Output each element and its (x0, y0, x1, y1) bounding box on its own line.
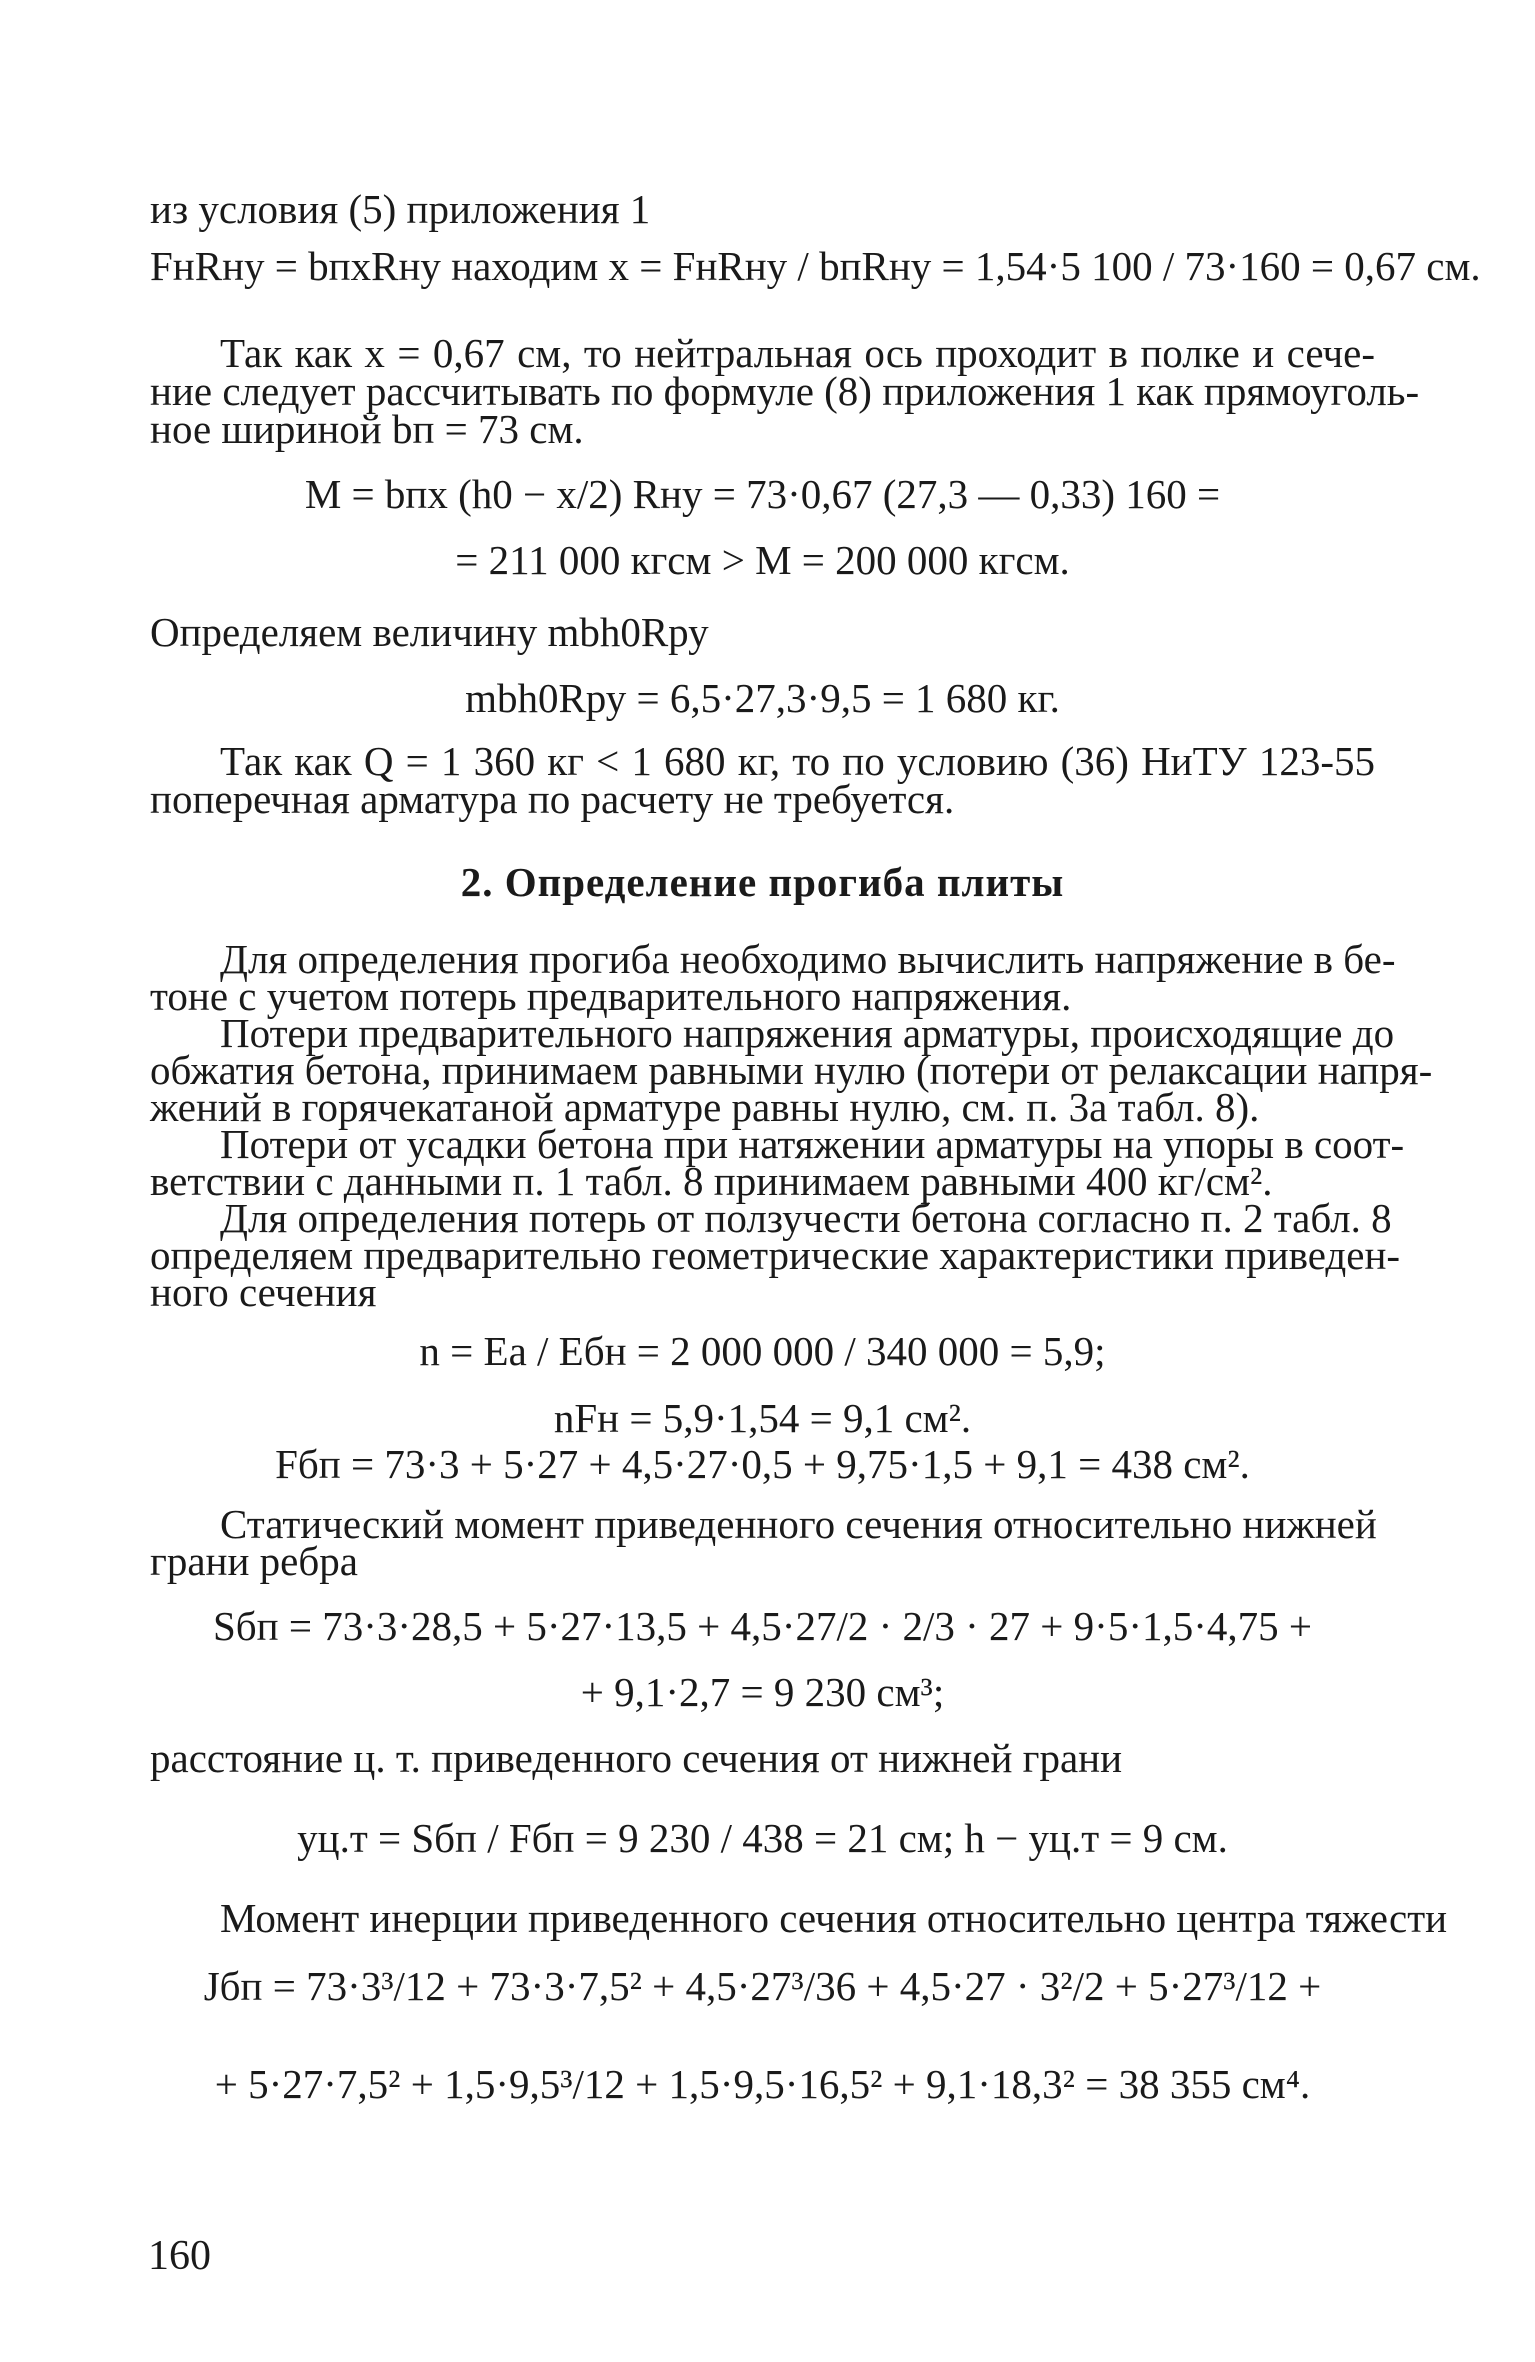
paragraph-line: поперечная арматура по расчету не требуется. (150, 776, 955, 822)
paragraph-line: определяем предварительно геометрические характеристики приведен- (150, 1232, 1401, 1278)
formula-line: + 9,1·2,7 = 9 230 см³; (580, 1669, 945, 1715)
paragraph-line: Для определения потерь от ползучести бетона согласно п. 2 табл. 8 (220, 1195, 1392, 1241)
paragraph-line: ное шириной bп = 73 см. (150, 406, 584, 452)
paragraph-line: грани ребра (150, 1538, 358, 1584)
paragraph-line: обжатия бетона, принимаем равными нулю (потери от релаксации напря- (150, 1047, 1433, 1093)
formula-line: yц.т = Sбп / Fбп = 9 230 / 438 = 21 см; h − yц.т = 9 см. (297, 1815, 1228, 1861)
formula-line: nFн = 5,9·1,54 = 9,1 см². (553, 1395, 972, 1441)
paragraph-line: жений в горячекатаной арматуре равны нулю, см. п. 3а табл. 8). (150, 1084, 1260, 1130)
paragraph-line: тоне с учетом потерь предварительного напряжения. (150, 973, 1072, 1019)
paragraph-line: ветствии с данными п. 1 табл. 8 принимаем равными 400 кг/см². (150, 1158, 1273, 1204)
formula-line: Sбп = 73·3·28,5 + 5·27·13,5 + 4,5·27/2 · 2/3 · 27 + 9·5·1,5·4,75 + (212, 1603, 1313, 1649)
page-number: 160 (148, 2233, 211, 2279)
formula-line: mbh0Rру = 6,5·27,3·9,5 = 1 680 кг. (465, 675, 1060, 721)
formula-line: = 211 000 кгсм > M = 200 000 кгсм. (455, 537, 1070, 583)
section-heading: 2. Определение прогиба плиты (460, 859, 1065, 905)
paragraph-line: Статический момент приведенного сечения относительно нижней (220, 1501, 1377, 1547)
paragraph-line: Потери предварительного напряжения арматуры, происходящие до (220, 1010, 1395, 1056)
formula-line: M = bпx (h0 − x/2) Rну = 73·0,67 (27,3 — 0,33) 160 = (304, 471, 1221, 517)
text-line: Определяем величину mbh0Rру (150, 609, 709, 655)
paragraph-line: ного сечения (150, 1269, 377, 1315)
text-line: из условия (5) приложения 1 (150, 186, 651, 232)
text-line: расстояние ц. т. приведенного сечения от нижней грани (150, 1735, 1123, 1781)
formula-line: + 5·27·7,5² + 1,5·9,5³/12 + 1,5·9,5·16,5² + 9,1·18,3² = 38 355 см⁴. (214, 2061, 1311, 2107)
paragraph-line: Так как Q = 1 360 кг < 1 680 кг, то по условию (36) НиТУ 123-55 (220, 738, 1375, 784)
text-line: Момент инерции приведенного сечения относительно центра тяжести (220, 1895, 1448, 1941)
paragraph-line: Так как x = 0,67 см, то нейтральная ось проходит в полке и сече- (220, 330, 1375, 376)
paragraph-line: Для определения прогиба необходимо вычислить напряжение в бе- (220, 936, 1396, 982)
formula-line: Jбп = 73·3³/12 + 73·3·7,5² + 4,5·27³/36 + 4,5·27 · 3²/2 + 5·27³/12 + (203, 1963, 1322, 2009)
paragraph-line: Потери от усадки бетона при натяжении арматуры на упоры в соот- (220, 1121, 1405, 1167)
formula-line: Fбп = 73·3 + 5·27 + 4,5·27·0,5 + 9,75·1,5 + 9,1 = 438 см². (275, 1441, 1250, 1487)
paragraph-line: ние следует рассчитывать по формуле (8) приложения 1 как прямоуголь- (150, 368, 1420, 414)
formula-line: FнRну = bпxRну находим x = FнRну / bпRну = 1,54·5 100 / 73·160 = 0,67 см. (150, 243, 1481, 289)
formula-line: n = Ea / Eбн = 2 000 000 / 340 000 = 5,9; (419, 1328, 1106, 1374)
